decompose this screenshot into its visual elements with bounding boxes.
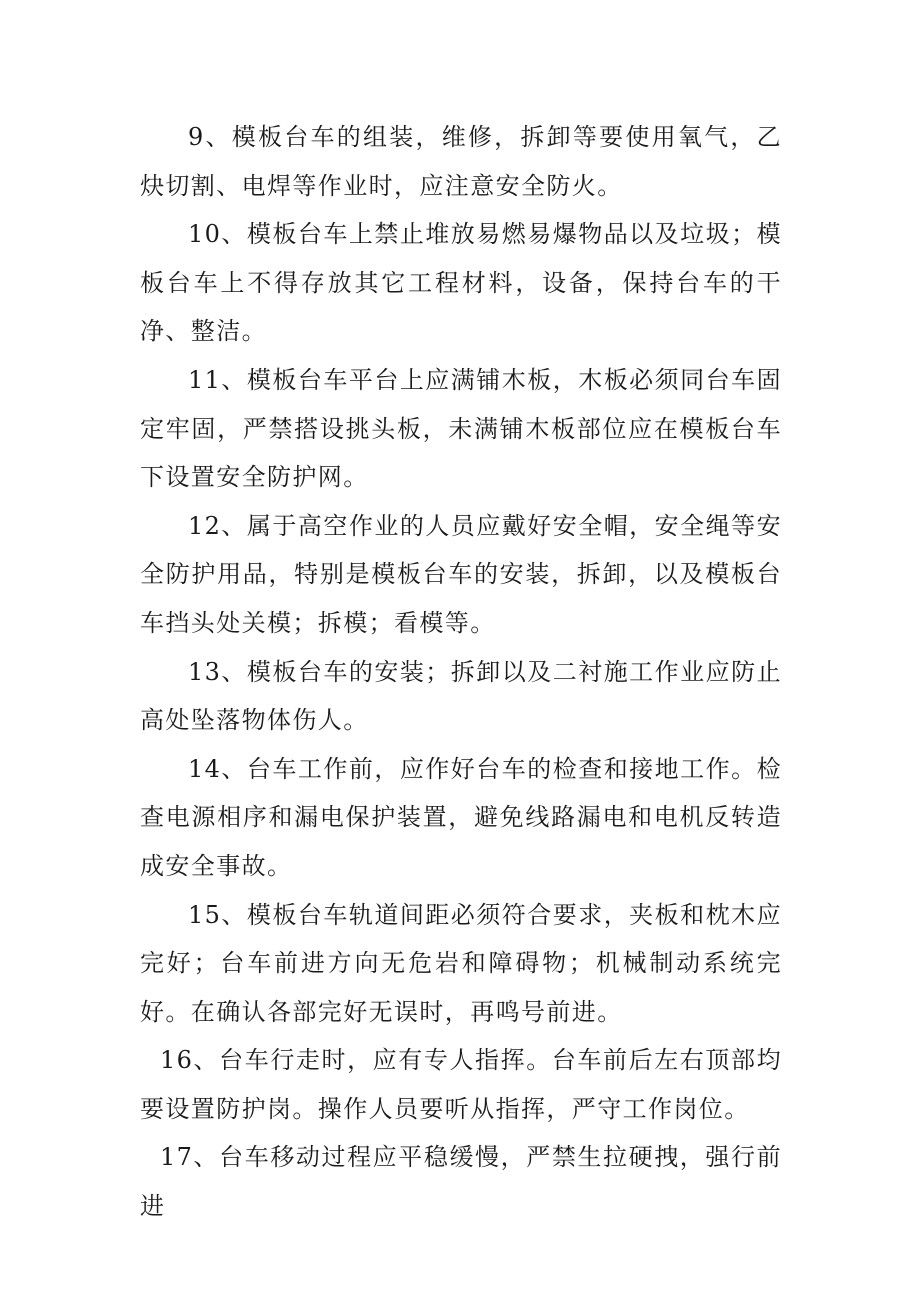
paragraph-item-11: 11、模板台车平台上应满铺木板，木板必须同台车固定牢固，严禁搭设挑头板，未满铺木板部位应在模板台车下设置安全防护网。	[140, 365, 782, 492]
paragraph-item-12: 12、属于高空作业的人员应戴好安全帽，安全绳等安全防护用品，特别是模板台车的安装，拆卸，以及模板台车挡头处关模；拆模；看模等。	[140, 511, 782, 637]
paragraph-item-9: 9、模板台车的组装，维修，拆卸等要使用氧气，乙炔切割、电焊等作业时，应注意安全防火。	[140, 123, 782, 200]
paragraph-item-10: 10、模板台车上禁止堆放易燃易爆物品以及垃圾；模板台车上不得存放其它工程材料，设备，保持台车的干净、整洁。	[140, 220, 782, 346]
document-body	[140, 113, 782, 1231]
paragraph-item-13: 13、模板台车的安装；拆卸以及二衬施工作业应防止高处坠落物体伤人。	[140, 657, 782, 735]
paragraph-item-16: 16、台车行走时，应有专人指挥。台车前后左右顶部均要设置防护岗。操作人员要听从指挥，严守工作岗位。	[140, 1046, 782, 1123]
paragraph-item-15: 15、模板台车轨道间距必须符合要求，夹板和枕木应完好；台车前进方向无危岩和障碍物；机械制动系统完好。在确认各部完好无误时，再鸣号前进。	[140, 900, 782, 1026]
paragraph-item-17: 17、台车移动过程应平稳缓慢，严禁生拉硬拽，强行前进	[140, 1143, 782, 1221]
paragraph-item-14: 14、台车工作前，应作好台车的检查和接地工作。检查电源相序和漏电保护装置，避免线路漏电和电机反转造成安全事故。	[140, 754, 782, 880]
